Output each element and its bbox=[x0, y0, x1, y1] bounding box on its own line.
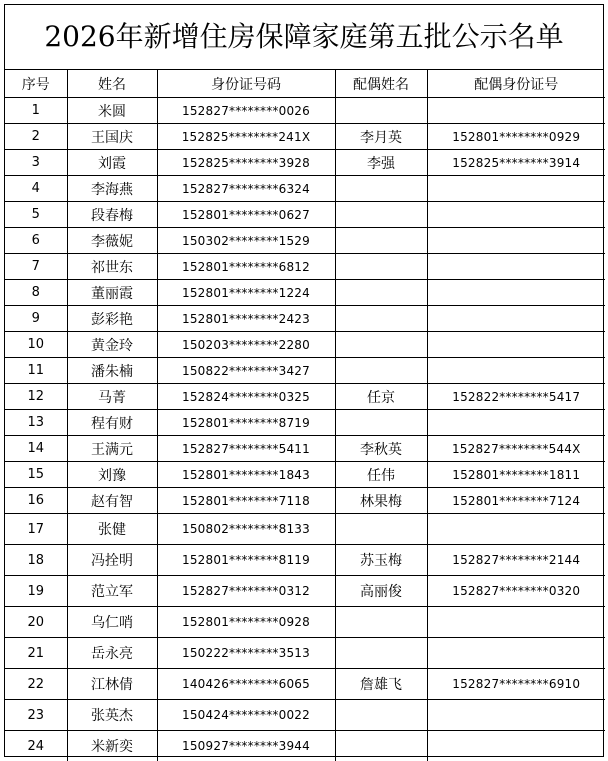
cell-spouse-name: 高丽俊 bbox=[335, 576, 427, 607]
cell-id-number: 150424********0022 bbox=[157, 700, 335, 731]
table-row bbox=[5, 731, 605, 761]
cell-id-number: 152801********8719 bbox=[157, 410, 335, 436]
table-row bbox=[5, 280, 605, 306]
cell-spouse-name: 任伟 bbox=[335, 462, 427, 488]
cell-spouse-name bbox=[335, 98, 427, 124]
cell-id-number: 152825********3928 bbox=[157, 150, 335, 176]
cell-spouse-id bbox=[427, 228, 605, 254]
cell-id-number: 152801********1843 bbox=[157, 462, 335, 488]
cell-index: 2 bbox=[5, 124, 67, 150]
cell-spouse-id bbox=[427, 514, 605, 545]
cell-id-number: 152801********1224 bbox=[157, 280, 335, 306]
table-row bbox=[5, 514, 605, 545]
cell-index: 20 bbox=[5, 607, 67, 638]
cell-spouse-id bbox=[427, 98, 605, 124]
cell-index: 22 bbox=[5, 669, 67, 700]
cell-spouse-id bbox=[427, 607, 605, 638]
cell-spouse-name bbox=[335, 514, 427, 545]
cell-name: 乌仁哨 bbox=[67, 607, 157, 638]
cell-name: 王国庆 bbox=[67, 124, 157, 150]
cell-spouse-name bbox=[335, 358, 427, 384]
cell-spouse-name bbox=[335, 731, 427, 761]
cell-spouse-id bbox=[427, 731, 605, 761]
cell-name: 张健 bbox=[67, 514, 157, 545]
cell-id-number: 150802********8133 bbox=[157, 514, 335, 545]
cell-index: 3 bbox=[5, 150, 67, 176]
cell-id-number: 152825********241X bbox=[157, 124, 335, 150]
cell-id-number: 152801********0928 bbox=[157, 607, 335, 638]
announcement-sheet bbox=[4, 4, 604, 757]
cell-spouse-id bbox=[427, 332, 605, 358]
table-row bbox=[5, 669, 605, 700]
cell-spouse-id bbox=[427, 202, 605, 228]
cell-spouse-id bbox=[427, 700, 605, 731]
table-row bbox=[5, 436, 605, 462]
table-row bbox=[5, 700, 605, 731]
cell-name: 王满元 bbox=[67, 436, 157, 462]
table-row bbox=[5, 306, 605, 332]
cell-spouse-name bbox=[335, 280, 427, 306]
cell-index: 9 bbox=[5, 306, 67, 332]
cell-index: 4 bbox=[5, 176, 67, 202]
cell-spouse-id: 152827********2144 bbox=[427, 545, 605, 576]
cell-name: 江林倩 bbox=[67, 669, 157, 700]
cell-spouse-id bbox=[427, 638, 605, 669]
cell-index: 14 bbox=[5, 436, 67, 462]
table-row bbox=[5, 98, 605, 124]
cell-spouse-name bbox=[335, 176, 427, 202]
cell-spouse-id bbox=[427, 254, 605, 280]
cell-index: 16 bbox=[5, 488, 67, 514]
cell-spouse-name bbox=[335, 607, 427, 638]
cell-name: 刘霞 bbox=[67, 150, 157, 176]
cell-index: 6 bbox=[5, 228, 67, 254]
cell-index: 5 bbox=[5, 202, 67, 228]
cell-spouse-id: 152801********0929 bbox=[427, 124, 605, 150]
cell-name: 李薇妮 bbox=[67, 228, 157, 254]
cell-id-number: 152824********0325 bbox=[157, 384, 335, 410]
cell-spouse-name bbox=[335, 306, 427, 332]
table-row bbox=[5, 332, 605, 358]
cell-spouse-id: 152827********6910 bbox=[427, 669, 605, 700]
cell-name: 张英杰 bbox=[67, 700, 157, 731]
header-spouse-id: 配偶身份证号 bbox=[427, 70, 605, 98]
cell-index: 7 bbox=[5, 254, 67, 280]
table-row bbox=[5, 607, 605, 638]
cell-name: 董丽霞 bbox=[67, 280, 157, 306]
cell-name: 刘豫 bbox=[67, 462, 157, 488]
cell-id-number: 152801********6812 bbox=[157, 254, 335, 280]
cell-name: 米新奕 bbox=[67, 731, 157, 761]
cell-name: 岳永亮 bbox=[67, 638, 157, 669]
cell-name: 黄金玲 bbox=[67, 332, 157, 358]
cell-id-number: 152827********6324 bbox=[157, 176, 335, 202]
header-name: 姓名 bbox=[67, 70, 157, 98]
cell-id-number: 152827********0026 bbox=[157, 98, 335, 124]
cell-spouse-id: 152827********544X bbox=[427, 436, 605, 462]
cell-spouse-name: 林果梅 bbox=[335, 488, 427, 514]
cell-name: 马菁 bbox=[67, 384, 157, 410]
table-row bbox=[5, 202, 605, 228]
cell-index: 13 bbox=[5, 410, 67, 436]
cell-id-number: 150203********2280 bbox=[157, 332, 335, 358]
cell-index: 8 bbox=[5, 280, 67, 306]
cell-spouse-name bbox=[335, 638, 427, 669]
cell-spouse-name: 李强 bbox=[335, 150, 427, 176]
cell-id-number: 150302********1529 bbox=[157, 228, 335, 254]
table-row bbox=[5, 545, 605, 576]
cell-index: 24 bbox=[5, 731, 67, 761]
cell-index: 11 bbox=[5, 358, 67, 384]
cell-id-number: 152801********7118 bbox=[157, 488, 335, 514]
cell-id-number: 150822********3427 bbox=[157, 358, 335, 384]
cell-index: 1 bbox=[5, 98, 67, 124]
cell-name: 范立军 bbox=[67, 576, 157, 607]
cell-id-number: 150222********3513 bbox=[157, 638, 335, 669]
cell-spouse-id: 152801********1811 bbox=[427, 462, 605, 488]
cell-spouse-id bbox=[427, 410, 605, 436]
cell-id-number: 150927********3944 bbox=[157, 731, 335, 761]
cell-id-number: 152801********2423 bbox=[157, 306, 335, 332]
cell-index: 17 bbox=[5, 514, 67, 545]
cell-index: 19 bbox=[5, 576, 67, 607]
cell-spouse-id: 152827********0320 bbox=[427, 576, 605, 607]
table-row bbox=[5, 488, 605, 514]
cell-id-number: 140426********6065 bbox=[157, 669, 335, 700]
cell-spouse-id bbox=[427, 358, 605, 384]
cell-index: 23 bbox=[5, 700, 67, 731]
cell-name: 赵有智 bbox=[67, 488, 157, 514]
cell-id-number: 152801********8119 bbox=[157, 545, 335, 576]
cell-spouse-id bbox=[427, 306, 605, 332]
cell-id-number: 152827********5411 bbox=[157, 436, 335, 462]
table-row bbox=[5, 638, 605, 669]
table-row bbox=[5, 254, 605, 280]
cell-index: 12 bbox=[5, 384, 67, 410]
cell-index: 18 bbox=[5, 545, 67, 576]
cell-spouse-name bbox=[335, 332, 427, 358]
cell-spouse-name bbox=[335, 202, 427, 228]
table-row bbox=[5, 384, 605, 410]
cell-spouse-name: 李秋英 bbox=[335, 436, 427, 462]
page-title: 2026年新增住房保障家庭第五批公示名单 bbox=[5, 5, 603, 70]
table-body bbox=[5, 98, 605, 761]
cell-name: 李海燕 bbox=[67, 176, 157, 202]
cell-id-number: 152801********0627 bbox=[157, 202, 335, 228]
cell-name: 米圆 bbox=[67, 98, 157, 124]
cell-spouse-id: 152822********5417 bbox=[427, 384, 605, 410]
table-row bbox=[5, 358, 605, 384]
cell-spouse-name bbox=[335, 228, 427, 254]
cell-spouse-id bbox=[427, 280, 605, 306]
table-row bbox=[5, 228, 605, 254]
cell-index: 21 bbox=[5, 638, 67, 669]
cell-spouse-name bbox=[335, 254, 427, 280]
table-row bbox=[5, 410, 605, 436]
cell-name: 段春梅 bbox=[67, 202, 157, 228]
cell-index: 10 bbox=[5, 332, 67, 358]
table-row bbox=[5, 150, 605, 176]
household-list-table bbox=[5, 70, 605, 761]
cell-name: 冯拴明 bbox=[67, 545, 157, 576]
cell-spouse-name: 李月英 bbox=[335, 124, 427, 150]
cell-spouse-name bbox=[335, 410, 427, 436]
table-row bbox=[5, 176, 605, 202]
table-header-row bbox=[5, 70, 605, 98]
header-id-number: 身份证号码 bbox=[157, 70, 335, 98]
cell-spouse-name: 任京 bbox=[335, 384, 427, 410]
cell-name: 程有财 bbox=[67, 410, 157, 436]
cell-spouse-name bbox=[335, 700, 427, 731]
table-row bbox=[5, 576, 605, 607]
cell-spouse-name: 苏玉梅 bbox=[335, 545, 427, 576]
cell-spouse-id bbox=[427, 176, 605, 202]
cell-index: 15 bbox=[5, 462, 67, 488]
cell-name: 潘朱楠 bbox=[67, 358, 157, 384]
table-row bbox=[5, 124, 605, 150]
cell-spouse-id: 152801********7124 bbox=[427, 488, 605, 514]
cell-name: 祁世东 bbox=[67, 254, 157, 280]
header-index: 序号 bbox=[5, 70, 67, 98]
table-row bbox=[5, 462, 605, 488]
cell-name: 彭彩艳 bbox=[67, 306, 157, 332]
cell-id-number: 152827********0312 bbox=[157, 576, 335, 607]
header-spouse-name: 配偶姓名 bbox=[335, 70, 427, 98]
cell-spouse-id: 152825********3914 bbox=[427, 150, 605, 176]
cell-spouse-name: 詹雄飞 bbox=[335, 669, 427, 700]
